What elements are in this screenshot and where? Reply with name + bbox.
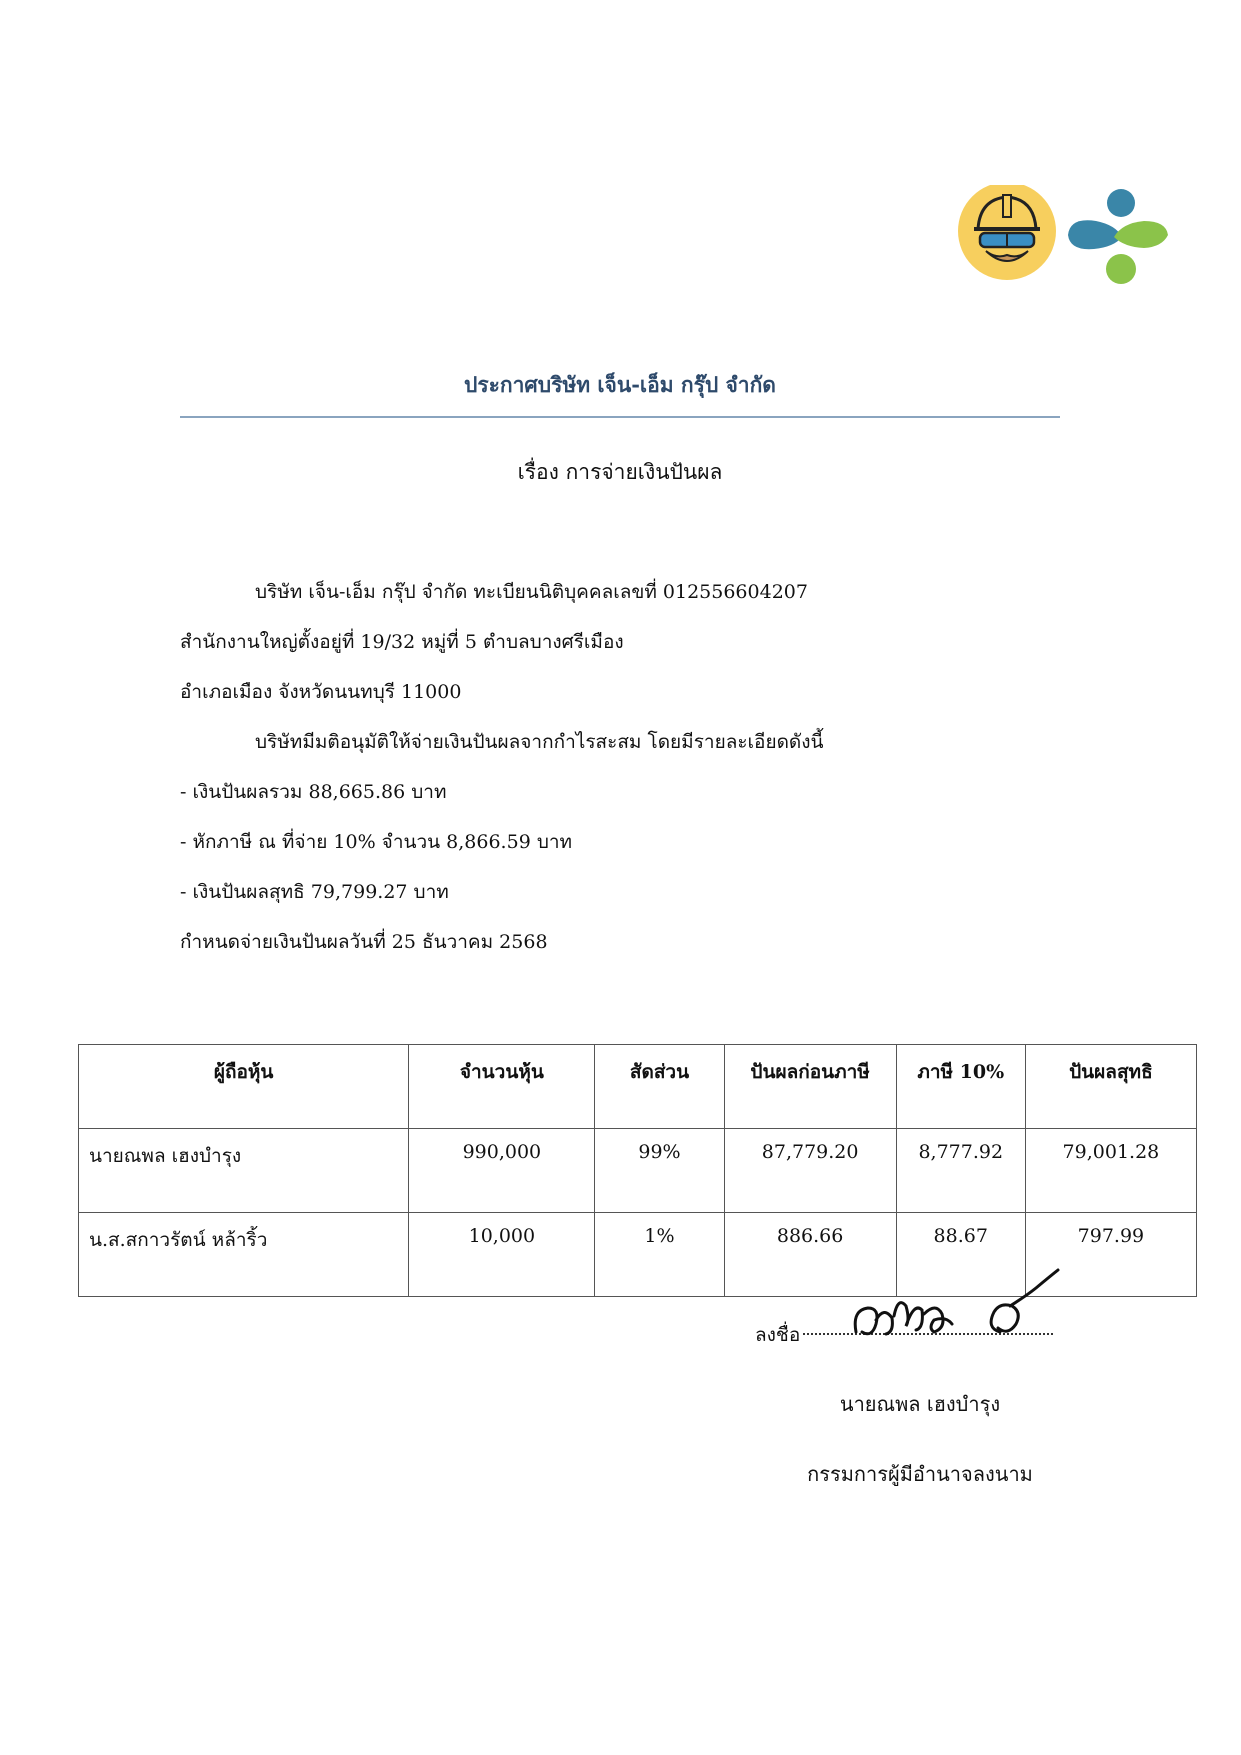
withholding-tax-line: - หักภาษี ณ ที่จ่าย 10% จำนวน 8,866.59 บาท bbox=[180, 831, 573, 853]
signer-name: นายณพล เฮงบำรุง bbox=[839, 1392, 1001, 1416]
helmet-mascot-logo bbox=[958, 185, 1056, 280]
signer-role: กรรมการผู้มีอำนาจลงนาม bbox=[807, 1462, 1033, 1486]
cell-gross-dividend: 87,779.20 bbox=[724, 1129, 896, 1213]
cell-shares: 10,000 bbox=[409, 1213, 595, 1297]
cell-proportion: 1% bbox=[595, 1213, 724, 1297]
cell-tax: 88.67 bbox=[896, 1213, 1025, 1297]
title-divider bbox=[180, 416, 1060, 418]
net-dividend-line: - เงินปันผลสุทธิ 79,799.27 บาท bbox=[180, 881, 449, 903]
shareholder-dividend-table bbox=[78, 1044, 1197, 1297]
cell-shareholder: น.ส.สกาวรัตน์ หล้าริ้ว bbox=[79, 1213, 409, 1297]
payment-date-line: กำหนดจ่ายเงินปันผลวันที่ 25 ธันวาคม 2568 bbox=[180, 931, 548, 953]
cell-shareholder: นายณพล เฮงบำรุง bbox=[79, 1129, 409, 1213]
cell-net-dividend: 797.99 bbox=[1025, 1213, 1196, 1297]
announcement-title: ประกาศบริษัท เจ็น-เอ็ม กรุ๊ป จำกัด bbox=[464, 372, 776, 397]
droplets-logo bbox=[1068, 189, 1168, 284]
company-logos bbox=[958, 185, 1180, 295]
head-office-address-line: สำนักงานใหญ่ตั้งอยู่ที่ 19/32 หมู่ที่ 5 ตำบลบางศรีเมือง bbox=[180, 631, 624, 653]
cell-shares: 990,000 bbox=[409, 1129, 595, 1213]
cell-gross-dividend: 886.66 bbox=[724, 1213, 896, 1297]
handwritten-signature bbox=[850, 1262, 1070, 1352]
total-dividend-line: - เงินปันผลรวม 88,665.86 บาท bbox=[180, 781, 447, 803]
column-header-net-dividend: ปันผลสุทธิ bbox=[1025, 1045, 1196, 1129]
company-registration-line: บริษัท เจ็น-เอ็ม กรุ๊ป จำกัด ทะเบียนนิติบุคคลเลขที่ 012556604207 bbox=[255, 581, 808, 603]
table-row bbox=[79, 1129, 1197, 1213]
column-header-shares: จำนวนหุ้น bbox=[409, 1045, 595, 1129]
subject-line: เรื่อง การจ่ายเงินปันผล bbox=[517, 460, 723, 484]
resolution-line: บริษัทมีมติอนุมัติให้จ่ายเงินปันผลจากกำไรสะสม โดยมีรายละเอียดดังนี้ bbox=[255, 731, 824, 753]
table-header-row bbox=[79, 1045, 1197, 1129]
cell-proportion: 99% bbox=[595, 1129, 724, 1213]
district-province-line: อำเภอเมือง จังหวัดนนทบุรี 11000 bbox=[180, 681, 462, 703]
column-header-tax: ภาษี 10% bbox=[896, 1045, 1025, 1129]
cell-tax: 8,777.92 bbox=[896, 1129, 1025, 1213]
column-header-gross-dividend: ปันผลก่อนภาษี bbox=[724, 1045, 896, 1129]
column-header-shareholder: ผู้ถือหุ้น bbox=[79, 1045, 409, 1129]
column-header-proportion: สัดส่วน bbox=[595, 1045, 724, 1129]
signature-label: ลงชื่อ bbox=[755, 1324, 801, 1346]
cell-net-dividend: 79,001.28 bbox=[1025, 1129, 1196, 1213]
